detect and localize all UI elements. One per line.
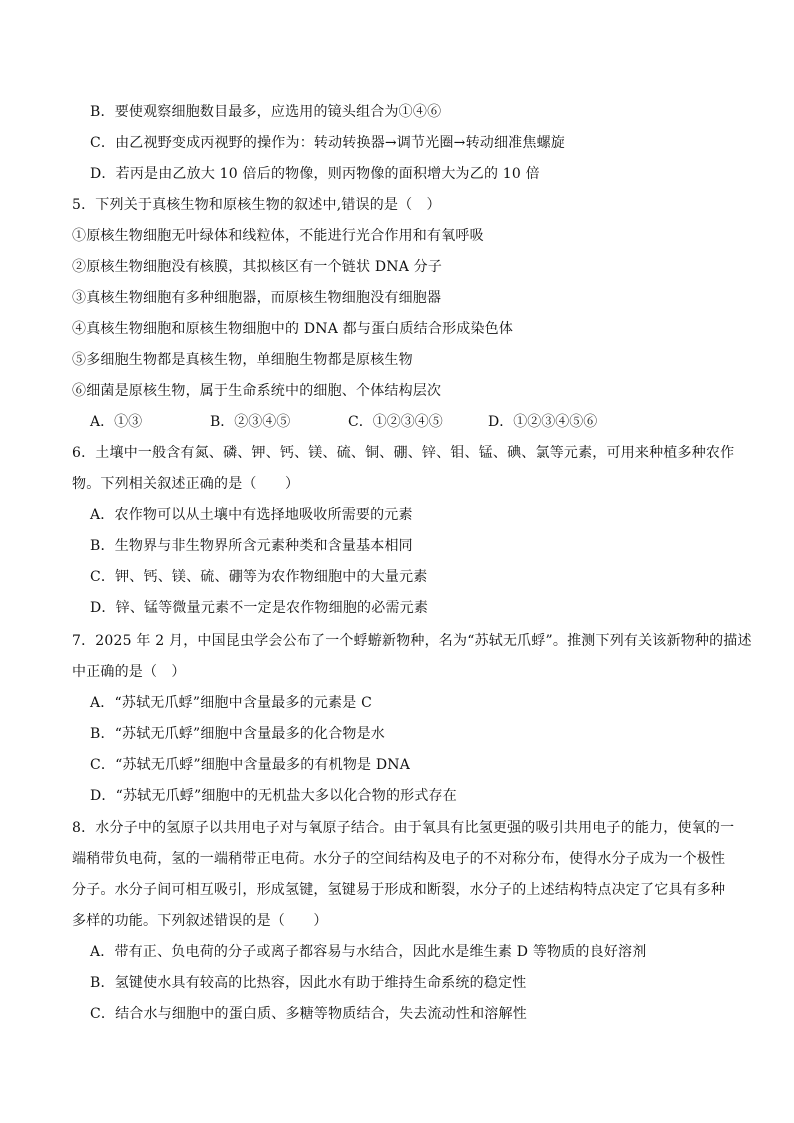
q6-stem-line-1: 6．土壤中一般含有氮、磷、钾、钙、镁、硫、铜、硼、锌、钼、锰、碘、氯等元素，可用来种植多种农作 (72, 445, 735, 461)
q8-stem-line-1: 8．水分子中的氢原子以共用电子对与氧原子结合。由于氧具有比氢更强的吸引共用电子的能力，使氧的一 (72, 820, 735, 836)
q8-option-c: C．结合水与细胞中的蛋白质、多糖等物质结合，失去流动性和溶解性 (90, 1006, 527, 1022)
q6-option-d: D．锌、锰等微量元素不一定是农作物细胞的必需元素 (90, 600, 429, 616)
q7-stem-line-1: 7．2025 年 2 月，中国昆虫学会公布了一个蜉蝣新物种，名为“苏轼无爪蜉”。推测下列有关该新物种的描述 (72, 633, 752, 649)
q7-option-d: D．“苏轼无爪蜉”细胞中的无机盐大多以化合物的形式存在 (90, 788, 457, 804)
q4-option-c: C．由乙视野变成丙视野的操作为：转动转换器→调节光圈→转动细准焦螺旋 (90, 135, 565, 151)
q6-option-a: A．农作物可以从土壤中有选择地吸收所需要的元素 (90, 507, 413, 523)
q5-option-d: D．①②③④⑤⑥ (488, 414, 598, 430)
q5-statement-2: ②原核生物细胞没有核膜，其拟核区有一个链状 DNA 分子 (72, 259, 443, 275)
q5-statement-5: ⑤多细胞生物都是真核生物，单细胞生物都是原核生物 (72, 352, 413, 368)
q5-statement-3: ③真核生物细胞有多种细胞器，而原核生物细胞没有细胞器 (72, 290, 442, 306)
q4-option-b: B．要使观察细胞数目最多，应选用的镜头组合为①④⑥ (90, 104, 442, 120)
q7-stem-line-2: 中正确的是（ ） (72, 664, 186, 680)
q8-stem-line-4: 多样的功能。下列叙述错误的是（ ） (72, 913, 328, 929)
q4-option-d: D．若丙是由乙放大 10 倍后的物像，则丙物像的面积增大为乙的 10 倍 (90, 166, 540, 182)
q7-option-a: A．“苏轼无爪蜉”细胞中含量最多的元素是 C (90, 695, 372, 711)
q8-stem-line-2: 端稍带负电荷，氢的一端稍带正电荷。水分子的空间结构及电子的不对称分布，使得水分子成为一个极性 (72, 851, 726, 867)
q6-option-b: B．生物界与非生物界所含元素种类和含量基本相同 (90, 538, 413, 554)
q5-option-b: B．②③④⑤ (210, 414, 291, 430)
q5-stem: 5．下列关于真核生物和原核生物的叙述中,错误的是（ ） (72, 197, 441, 213)
q5-option-c: C．①②③④⑤ (348, 414, 443, 430)
q7-option-b: B．“苏轼无爪蜉”细胞中含量最多的化合物是水 (90, 726, 386, 742)
q7-option-c: C．“苏轼无爪蜉”细胞中含量最多的有机物是 DNA (90, 757, 411, 773)
q6-stem-line-2: 物。下列相关叙述正确的是（ ） (72, 476, 300, 492)
q5-statement-1: ①原核生物细胞无叶绿体和线粒体，不能进行光合作用和有氧呼吸 (72, 228, 484, 244)
q6-option-c: C．钾、钙、镁、硫、硼等为农作物细胞中的大量元素 (90, 569, 428, 585)
q8-stem-line-3: 分子。水分子间可相互吸引，形成氢键，氢键易于形成和断裂，水分子的上述结构特点决定了它具有多种 (72, 882, 726, 898)
q8-option-a: A．带有正、负电荷的分子或离子都容易与水结合，因此水是维生素 D 等物质的良好溶剂 (90, 944, 647, 960)
q5-option-a: A．①③ (90, 414, 143, 430)
q5-statement-4: ④真核生物细胞和原核生物细胞中的 DNA 都与蛋白质结合形成染色体 (72, 321, 514, 337)
q5-statement-6: ⑥细菌是原核生物，属于生命系统中的细胞、个体结构层次 (72, 383, 442, 399)
q8-option-b: B．氢键使水具有较高的比热容，因此水有助于维持生命系统的稳定性 (90, 975, 527, 991)
